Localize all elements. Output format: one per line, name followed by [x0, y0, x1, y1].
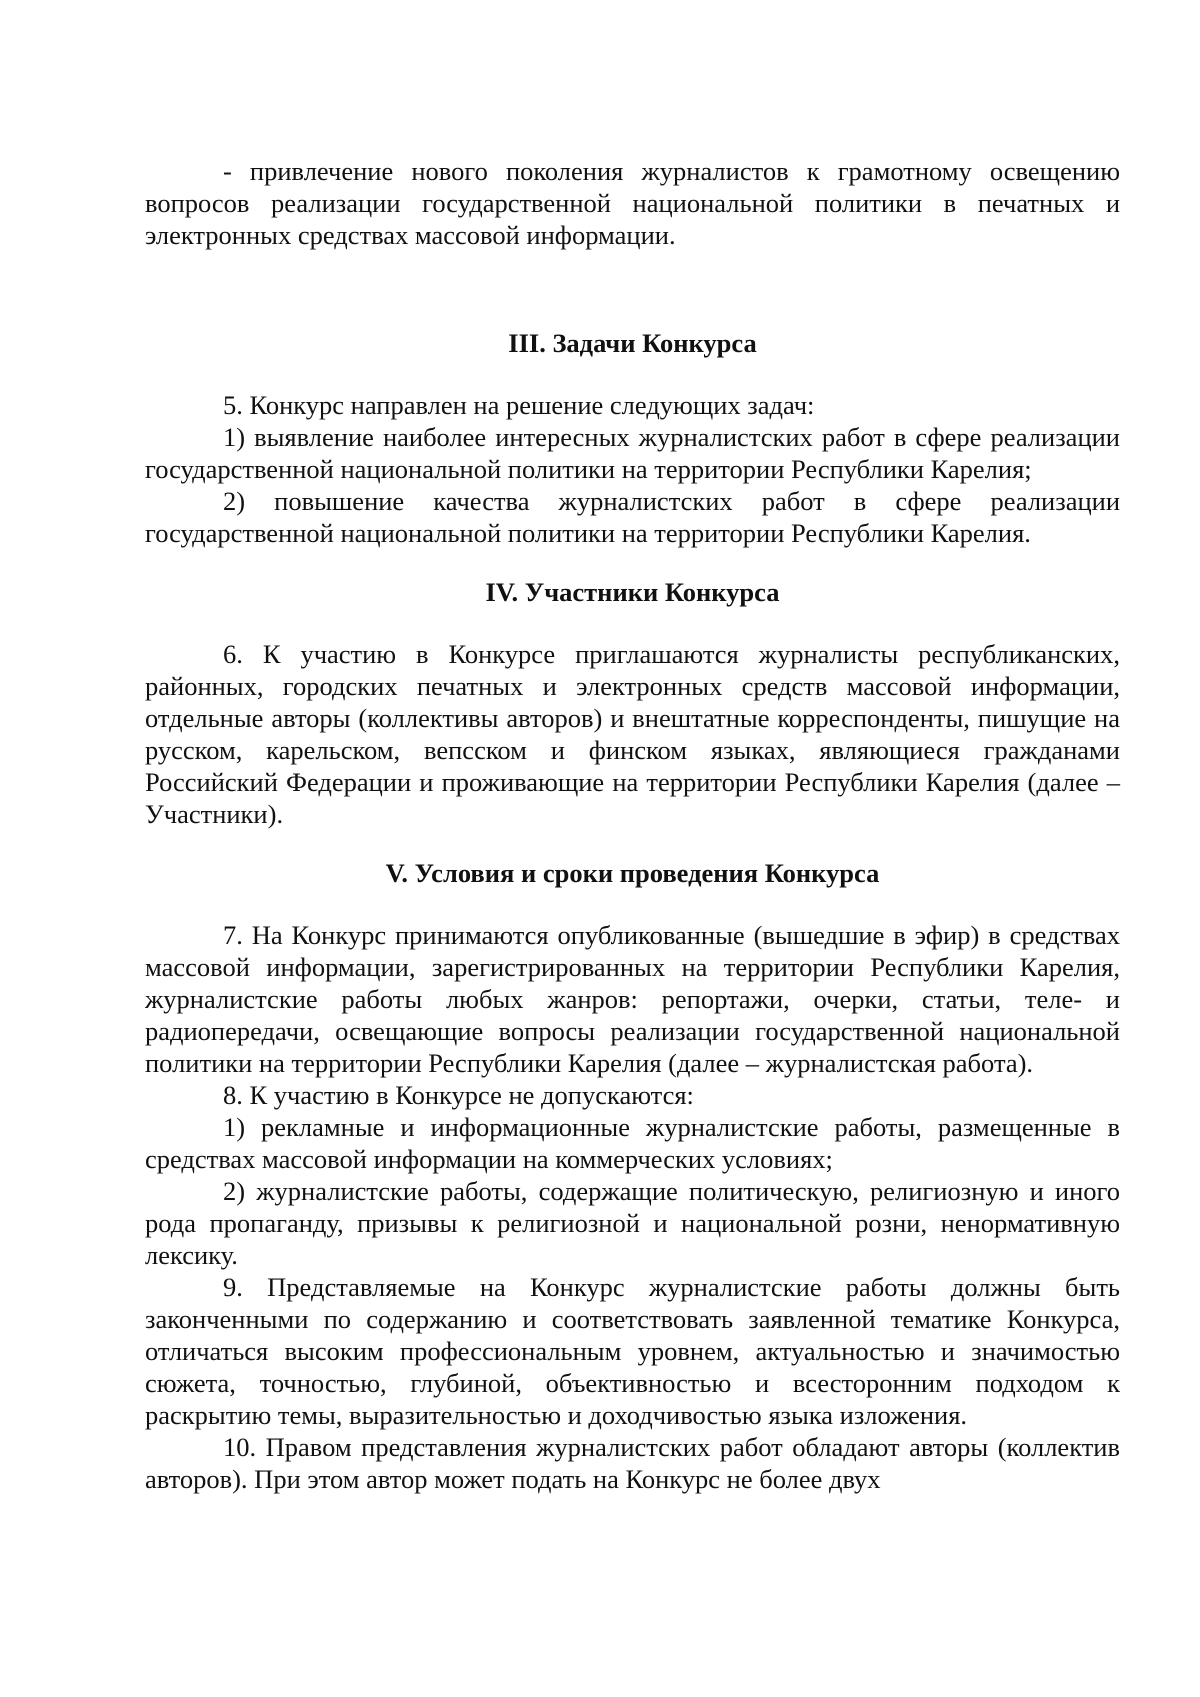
section-heading-3: III. Задачи Конкурса: [508, 328, 757, 358]
section-heading-5: V. Условия и сроки проведения Конкурса: [385, 858, 880, 888]
section-heading-4: IV. Участники Конкурса: [485, 577, 780, 607]
spacer: [145, 608, 1120, 638]
paragraph-9: 9. Представляемые на Конкурс журналистские работы должны быть законченными по содержанию и соответствовать заявленной тематике Конкурса, отличаться высоким профессиональным уровнем, актуальностью и значимостью сюжета, точностью, глубиной, объективностью и всесторонним подходом к раскрытию темы, выразительностью и доходчивостью языка изложения.: [145, 1272, 1120, 1430]
spacer: [145, 889, 1120, 919]
paragraph-8: 8. К участию в Конкурсе не допускаются:: [223, 1080, 694, 1110]
spacer: [145, 830, 1120, 857]
paragraph-8-2: 2) журналистские работы, содержащие политическую, религиозную и иного рода пропаганду, призывы к религиозной и национальной розни, ненормативную лексику.: [145, 1176, 1120, 1270]
paragraph-10: 10. Правом представления журналистских работ обладают авторы (коллектив авторов). При этом автор может подать на Конкурс не более двух: [145, 1432, 1120, 1494]
paragraph-5-1: 1) выявление наиболее интересных журналистских работ в сфере реализации государственной национальной политики на территории Республики Карелия;: [145, 422, 1120, 484]
spacer: [145, 359, 1120, 389]
paragraph-8-1: 1) рекламные и информационные журналистские работы, размещенные в средствах массовой информации на коммерческих условиях;: [145, 1112, 1120, 1174]
intro-paragraph: - привлечение нового поколения журналистов к грамотному освещению вопросов реализации государственной национальной политики в печатных и электронных средствах массовой информации.: [145, 156, 1120, 250]
paragraph-6: 6. К участию в Конкурсе приглашаются журналисты республиканских, районных, городских печатных и электронных средств массовой информации, отдельные авторы (коллективы авторов) и внештатные корреспонденты, пишущие на русском, карельском, вепсском и финском языках, являющиеся гражданами Российский Федерации и проживающие на территории Республики Карелия (далее – Участники).: [145, 639, 1120, 829]
paragraph-7: 7. На Конкурс принимаются опубликованные (вышедшие в эфир) в средствах массовой информации, зарегистрированных на территории Республики Карелия, журналистские работы любых жанров: репортажи, очерки, статьи, теле- и радиопередачи, освещающие вопросы реализации государственной национальной политики на территории Республики Карелия (далее – журналистская работа).: [145, 920, 1120, 1078]
paragraph-5-2: 2) повышение качества журналистских работ в сфере реализации государственной национальной политики на территории Республики Карелия.: [145, 486, 1120, 548]
spacer: [145, 251, 1120, 327]
spacer: [145, 549, 1120, 576]
paragraph-5: 5. Конкурс направлен на решение следующих задач:: [223, 390, 815, 420]
document-page: [145, 155, 1120, 1495]
